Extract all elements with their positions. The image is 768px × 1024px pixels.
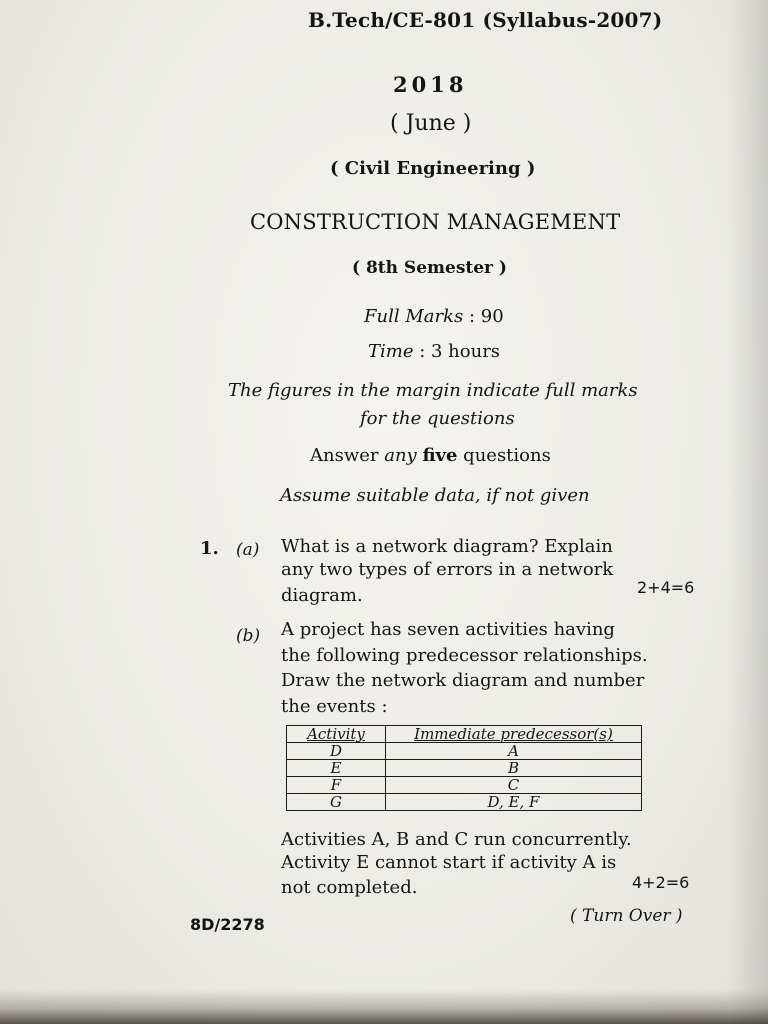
paper-code: B.Tech/CE-801 (Syllabus-2007) bbox=[308, 8, 663, 32]
part-b-line: the following predecessor relationships. bbox=[281, 645, 648, 666]
semester-label: ( 8th Semester ) bbox=[352, 258, 507, 278]
predecessor-cell: C bbox=[386, 777, 642, 794]
predecessor-cell: D, E, F bbox=[386, 794, 642, 811]
turn-over-note: ( Turn Over ) bbox=[570, 906, 683, 926]
margin-instruction-line2: for the questions bbox=[360, 408, 515, 429]
table-row bbox=[287, 777, 642, 794]
activity-cell: F bbox=[287, 777, 386, 794]
part-b-line: A project has seven activities having bbox=[281, 619, 615, 640]
part-a-line: diagram. bbox=[281, 585, 363, 606]
full-marks bbox=[364, 306, 504, 327]
part-b-note-line: Activity E cannot start if activity A is bbox=[281, 852, 617, 873]
table-header-predecessor: Immediate predecessor(s) bbox=[386, 726, 642, 743]
time-label: Time bbox=[368, 341, 414, 362]
exam-year: 2018 bbox=[393, 72, 468, 97]
predecessor-cell: B bbox=[386, 760, 642, 777]
part-a-label: (a) bbox=[236, 540, 260, 560]
answer-five: five bbox=[422, 445, 458, 466]
table-row bbox=[287, 743, 642, 760]
part-b-line: the events : bbox=[281, 696, 388, 717]
answer-instruction bbox=[310, 445, 551, 466]
table-row bbox=[287, 760, 642, 777]
margin-instruction-line1: The figures in the margin indicate full marks bbox=[228, 380, 638, 401]
subject-title: CONSTRUCTION MANAGEMENT bbox=[250, 210, 621, 234]
page-shadow-bottom bbox=[0, 990, 768, 1024]
footer-code: 8D/2278 bbox=[190, 915, 265, 934]
part-a-line: What is a network diagram? Explain bbox=[281, 536, 613, 557]
full-marks-value: : 90 bbox=[463, 306, 504, 327]
exam-time bbox=[368, 341, 500, 362]
activity-cell: G bbox=[287, 794, 386, 811]
part-b-note-line: not completed. bbox=[281, 877, 418, 898]
question-number: 1. bbox=[200, 538, 219, 559]
table-row bbox=[287, 794, 642, 811]
part-a-marks: 2+4=6 bbox=[637, 578, 695, 597]
activity-cell: D bbox=[287, 743, 386, 760]
branch-name: ( Civil Engineering ) bbox=[330, 158, 536, 179]
answer-post: questions bbox=[457, 445, 551, 466]
exam-month: ( June ) bbox=[390, 111, 472, 136]
table-header-activity: Activity bbox=[287, 726, 386, 743]
part-b-note-line: Activities A, B and C run concurrently. bbox=[281, 829, 632, 850]
assume-instruction: Assume suitable data, if not given bbox=[280, 485, 590, 506]
time-value: : 3 hours bbox=[413, 341, 501, 362]
page-shadow-right bbox=[728, 0, 768, 1024]
answer-pre: Answer bbox=[310, 445, 385, 466]
part-b-line: Draw the network diagram and number bbox=[281, 670, 645, 691]
part-b-label: (b) bbox=[236, 626, 261, 646]
answer-any: any bbox=[384, 445, 417, 466]
full-marks-label: Full Marks bbox=[364, 306, 464, 327]
activity-cell: E bbox=[287, 760, 386, 777]
predecessor-cell: A bbox=[386, 743, 642, 760]
predecessor-table bbox=[286, 725, 642, 811]
part-b-marks: 4+2=6 bbox=[632, 873, 690, 892]
part-a-line: any two types of errors in a network bbox=[281, 559, 614, 580]
table-header-row bbox=[287, 726, 642, 743]
